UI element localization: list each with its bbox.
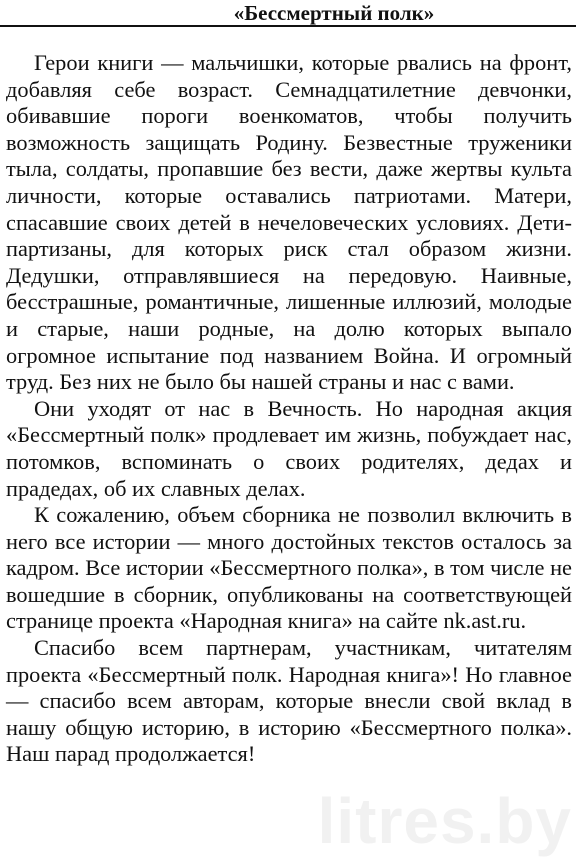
running-title: «Бессмертный полк»	[233, 1, 435, 25]
body-text	[6, 50, 572, 768]
paragraph-eternity: Они уходят от нас в Вечность. Но народная акция «Бессмертный полк» продлевает им жизнь, побуждает нас, потомков, вспоминать о своих родителях, дедах и прадедах, об их славных делах.	[6, 395, 572, 501]
paragraph-thanks: Спасибо всем партнерам, участникам, читателям проекта «Бессмертный полк. Народная книга»! Но главное — спасибо всем авторам, которые внесли свой вклад в нашу общую историю, в историю «Бессмертного полка». Наш парад продолжается!	[6, 635, 572, 767]
page-header	[0, 0, 576, 27]
paragraph-heroes: Герои книги — мальчишки, которые рвались на фронт, добавляя себе возраст. Семнадцатилетние девчонки, обивавшие пороги военкоматов, чтобы получить возможность защищать Родину. Безвестные труженики тыла, солдаты, пропавшие без вести, даже жертвы культа личности, которые оставались патриотами. Матери, спасавшие своих детей в нечеловеческих условиях. Дети-партизаны, для которых риск стал образом жизни. Дедушки, отправлявшиеся на передовую. Наивные, бесстрашные, романтичные, лишенные иллюзий, молодые и старые, наши родные, на долю которых выпало огромное испытание под названием Война. И огромный труд. Без них не было бы нашей страны и нас с вами.	[6, 50, 572, 395]
watermark: litres.by	[317, 785, 572, 857]
paragraph-collection: К сожалению, объем сборника не позволил включить в него все истории — много достойных текстов осталось за кадром. Все истории «Бессмертного полка», в том числе не вошедшие в сборник, опубликованы на соответствующей странице проекта «Народная книга» на сайте nk.ast.ru.	[6, 502, 572, 634]
